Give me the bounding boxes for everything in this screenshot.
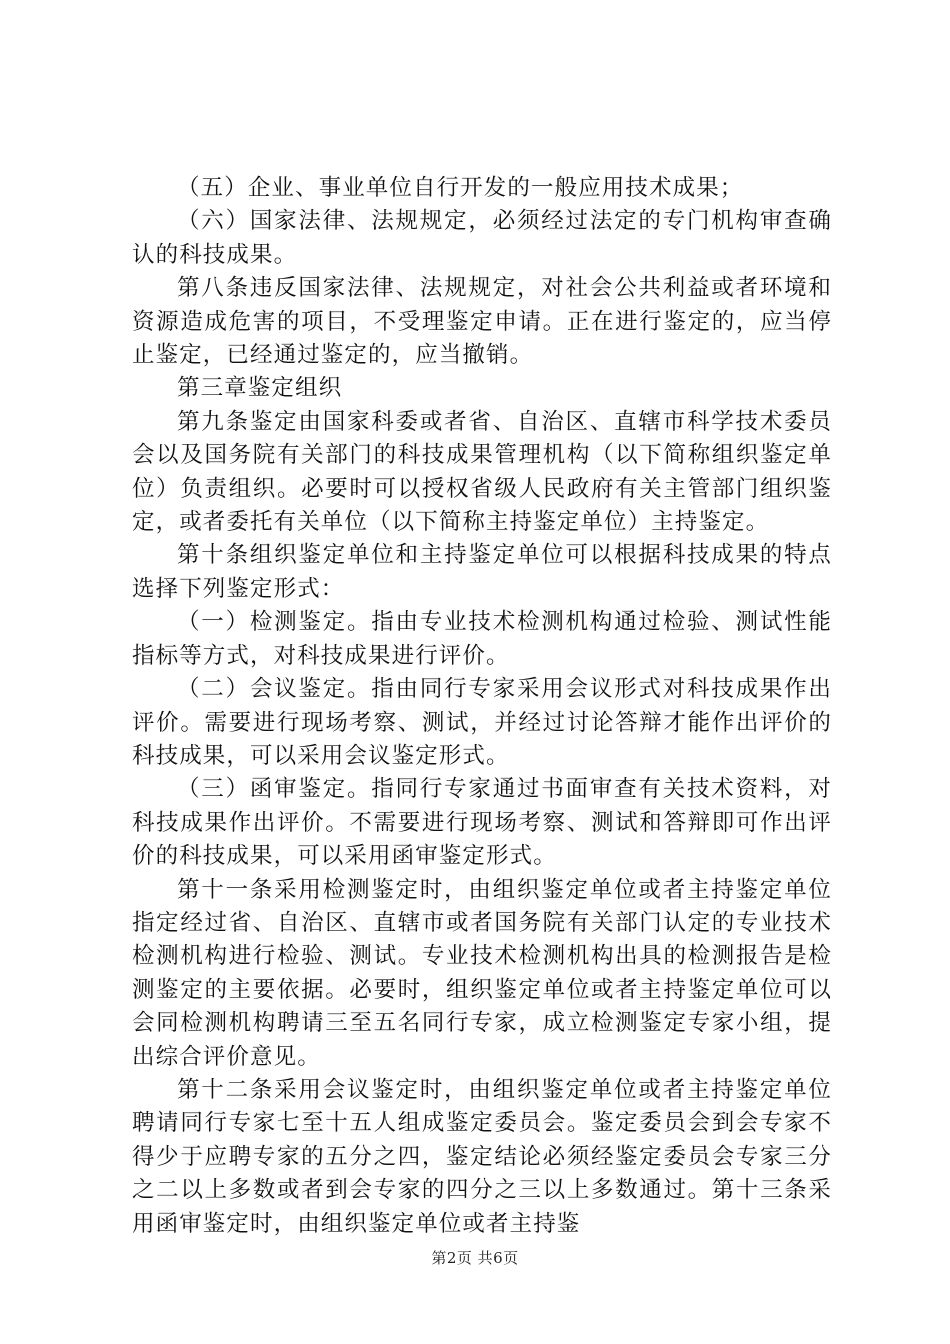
paragraph-item-5: （五）企业、事业单位自行开发的一般应用技术成果； — [177, 175, 744, 201]
chapter-heading: 第三章鉴定组织 — [177, 375, 343, 402]
document-body — [132, 172, 832, 1241]
paragraph-article-8: 第八条违反国家法律、法规规定，对社会公共利益或者环境和资源造成危害的项目，不受理鉴定申请。正在进行鉴定的，应当停止鉴定，已经通过鉴定的，应当撤销。 — [132, 275, 832, 369]
paragraph-article-9: 第九条鉴定由国家科委或者省、自治区、直辖市科学技术委员会以及国务院有关部门的科技成果管理机构（以下简称组织鉴定单位）负责组织。必要时可以授权省级人民政府有关主管部门组织鉴定，或者委托有关单位（以下简称主持鉴定单位）主持鉴定。 — [132, 408, 832, 536]
paragraph-item-1: （一）检测鉴定。指由专业技术检测机构通过检验、测试性能指标等方式，对科技成果进行评价。 — [132, 609, 832, 669]
paragraph-article-12: 第十二条采用会议鉴定时，由组织鉴定单位或者主持鉴定单位聘请同行专家七至十五人组成鉴定委员会。鉴定委员会到会专家不得少于应聘专家的五分之四，鉴定结论必须经鉴定委员会专家三分之二以上多数或者到会专家的四分之三以上多数通过。第十三条采用函审鉴定时，由组织鉴定单位或者主持鉴 — [132, 1076, 832, 1237]
paragraph-item-6: （六）国家法律、法规规定，必须经过法定的专门机构审查确认的科技成果。 — [132, 208, 832, 268]
page-footer — [0, 1248, 950, 1268]
paragraph-item-2: （二）会议鉴定。指由同行专家采用会议形式对科技成果作出评价。需要进行现场考察、测试，并经过讨论答辩才能作出评价的科技成果，可以采用会议鉴定形式。 — [132, 676, 832, 769]
paragraph-article-10: 第十条组织鉴定单位和主持鉴定单位可以根据科技成果的特点选择下列鉴定形式： — [132, 542, 832, 602]
paragraph-item-3: （三）函审鉴定。指同行专家通过书面审查有关技术资料，对科技成果作出评价。不需要进行现场考察、测试和答辩即可作出评价的科技成果，可以采用函审鉴定形式。 — [132, 776, 832, 870]
page-number-label: 第2页 共6页 — [431, 1249, 519, 1267]
paragraph-article-11: 第十一条采用检测鉴定时，由组织鉴定单位或者主持鉴定单位指定经过省、自治区、直辖市或者国务院有关部门认定的专业技术检测机构进行检验、测试。专业技术检测机构出具的检测报告是检测鉴定的主要依据。必要时，组织鉴定单位或者主持鉴定单位可以会同检测机构聘请三至五名同行专家，成立检测鉴定专家小组，提出综合评价意见。 — [132, 876, 832, 1070]
